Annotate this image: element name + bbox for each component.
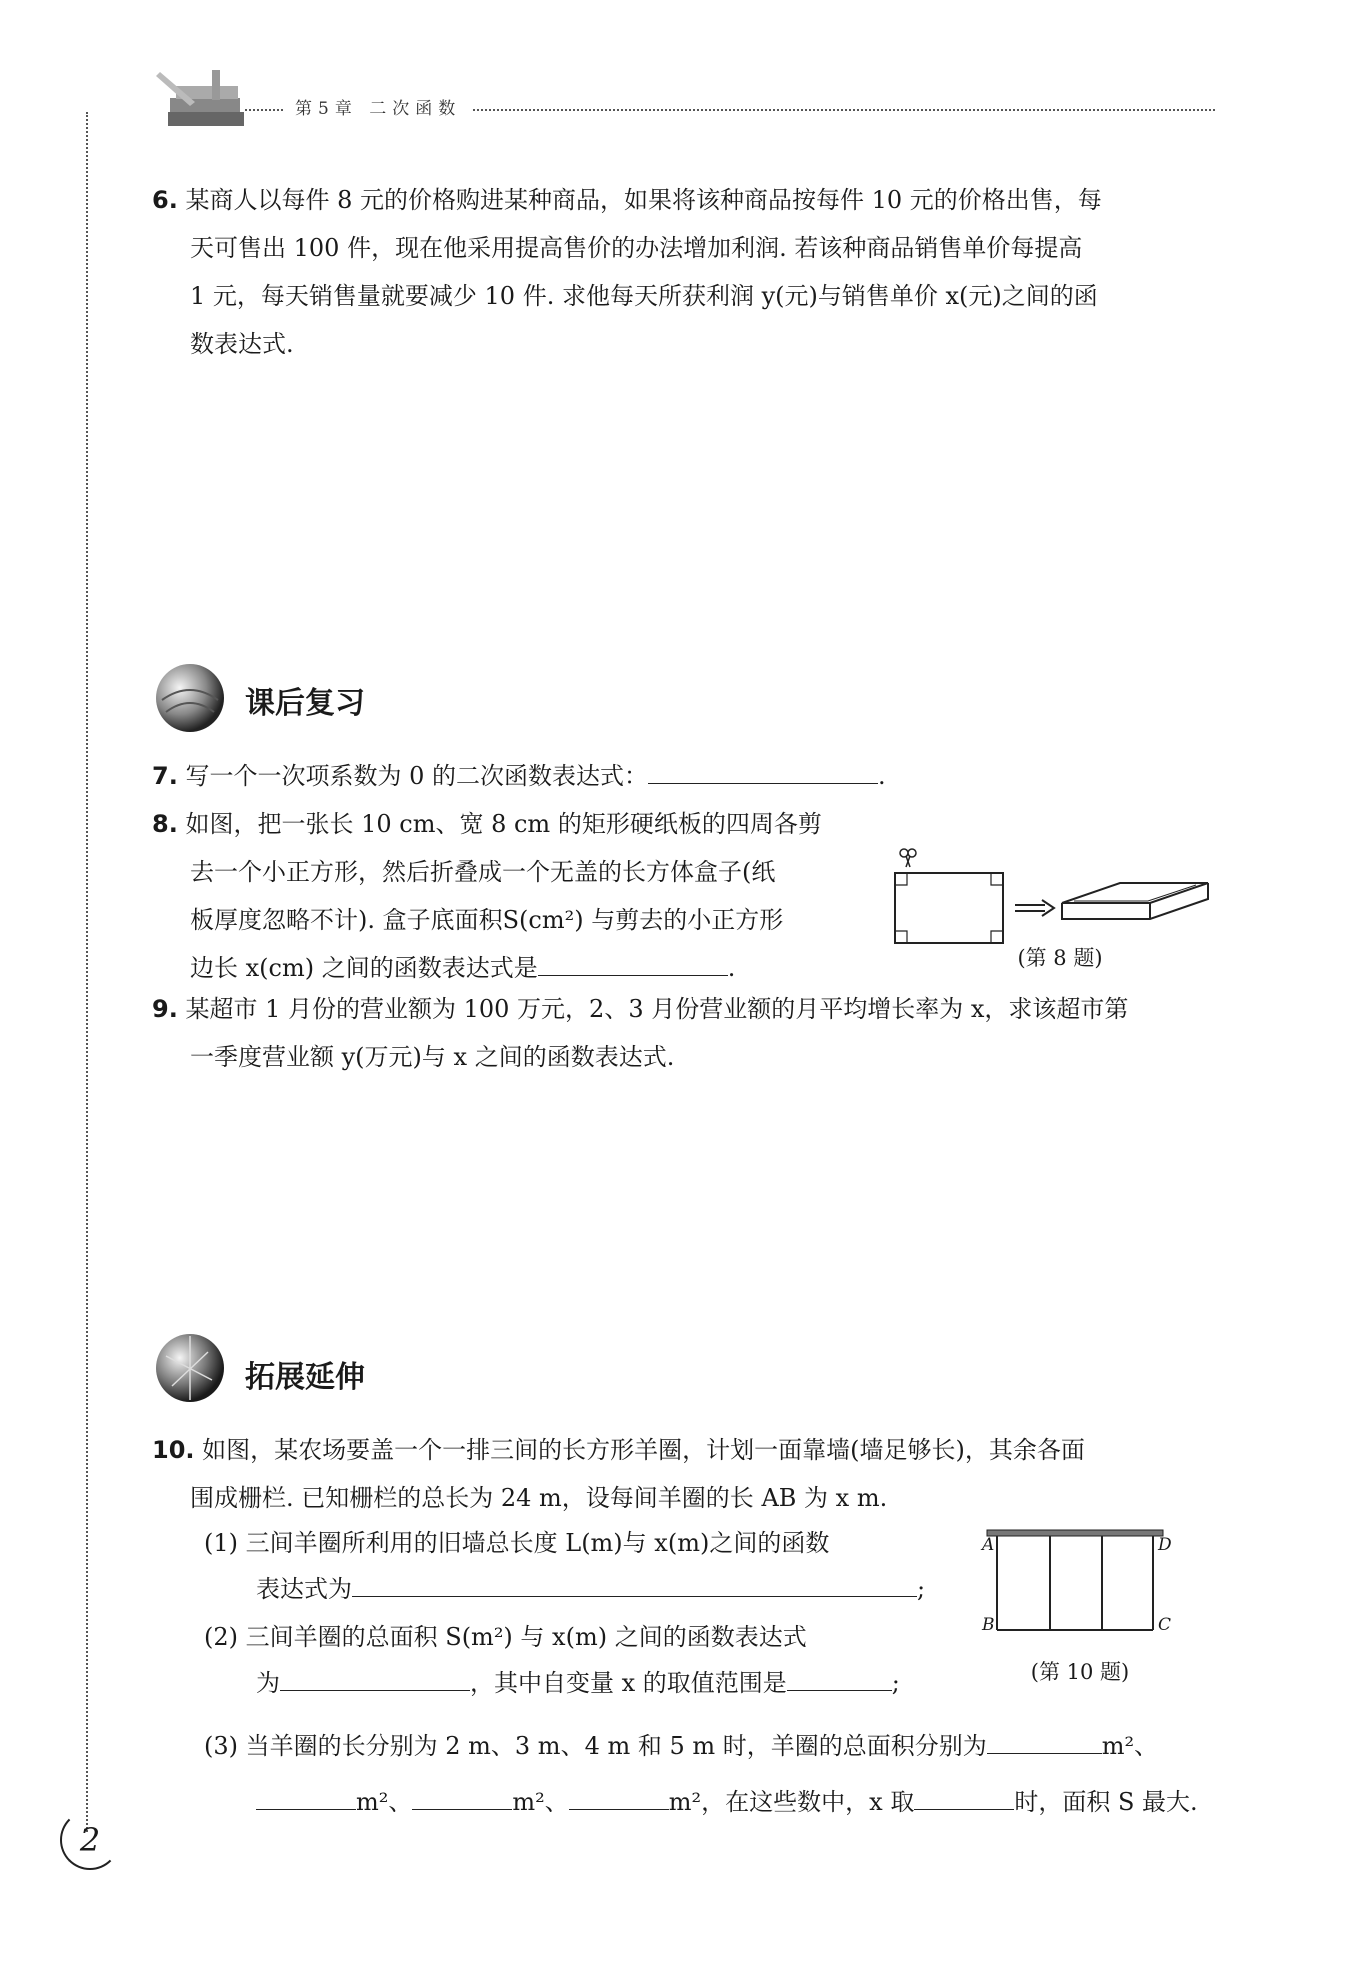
section-title: 课后复习 bbox=[245, 686, 365, 721]
answer-blank[interactable] bbox=[914, 1779, 1014, 1810]
question-text: 某超市 1 月份的营业额为 100 万元，2、3 月份营业额的月平均增长率为 x，求该超市第 bbox=[185, 995, 1129, 1023]
question-text: 板厚度忽略不计). 盒子底面积S(cm²) 与剪去的小正方形 bbox=[190, 906, 784, 934]
answer-blank[interactable] bbox=[987, 1723, 1102, 1754]
question-9 bbox=[152, 985, 1212, 1081]
question-number: 9. bbox=[152, 995, 178, 1023]
question-10-part-2 bbox=[204, 1614, 964, 1706]
answer-blank[interactable] bbox=[412, 1779, 512, 1810]
label-c: C bbox=[1158, 1615, 1172, 1635]
section-icon-globe bbox=[152, 660, 228, 740]
question-text: 某商人以每件 8 元的价格购进某种商品，如果将该种商品按每件 10 元的价格出售，每 bbox=[185, 186, 1102, 214]
question-number: 7. bbox=[152, 762, 178, 790]
unit-label: m²、 bbox=[512, 1788, 569, 1816]
answer-blank[interactable] bbox=[280, 1660, 470, 1691]
figure-q10 bbox=[975, 1520, 1175, 1654]
punctuation: . bbox=[727, 954, 736, 982]
punctuation: ; bbox=[891, 1669, 900, 1697]
answer-blank[interactable] bbox=[569, 1779, 669, 1810]
question-text: m²，在这些数中，x 取 bbox=[668, 1788, 915, 1816]
answer-blank[interactable] bbox=[256, 1779, 356, 1810]
unit-label: m²、 bbox=[1101, 1732, 1159, 1760]
question-text: 一季度营业额 y(万元)与 x 之间的函数表达式. bbox=[190, 1043, 675, 1071]
figure-caption: (第 8 题) bbox=[1017, 946, 1103, 970]
question-text: 表达式为 bbox=[256, 1575, 352, 1603]
answer-blank[interactable] bbox=[538, 945, 728, 976]
question-text: 天可售出 100 件，现在他采用提高售价的办法增加利润. 若该种商品销售单价每提高 bbox=[190, 234, 1083, 262]
section-icon-globe bbox=[152, 1330, 228, 1410]
label-a: A bbox=[982, 1535, 995, 1555]
question-text: (2) 三间羊圈的总面积 S(m²) 与 x(m) 之间的函数表达式 bbox=[204, 1623, 807, 1651]
question-text: 时，面积 S 最大. bbox=[1014, 1788, 1198, 1816]
scissors-icon bbox=[900, 849, 916, 867]
question-number: 8. bbox=[152, 810, 178, 838]
question-text: (3) 当羊圈的长分别为 2 m、3 m、4 m 和 5 m 时，羊圈的总面积分别为 bbox=[204, 1732, 987, 1760]
question-7 bbox=[152, 752, 1212, 800]
punctuation: ; bbox=[917, 1575, 926, 1603]
question-text: 数表达式. bbox=[190, 330, 294, 358]
question-number: 6. bbox=[152, 186, 178, 214]
question-text: 如图，某农场要盖一个一排三间的长方形羊圈，计划一面靠墙(墙足够长)，其余各面 bbox=[202, 1436, 1085, 1464]
figure-caption: (第 10 题) bbox=[1030, 1660, 1130, 1684]
question-text: ，其中自变量 x 的取值范围是 bbox=[470, 1669, 787, 1697]
question-8 bbox=[152, 800, 872, 992]
answer-blank[interactable] bbox=[352, 1566, 917, 1597]
question-text: (1) 三间羊圈所利用的旧墙总长度 L(m)与 x(m)之间的函数 bbox=[204, 1529, 830, 1557]
answer-blank[interactable] bbox=[648, 753, 878, 784]
figure-q8 bbox=[890, 845, 1220, 949]
question-6 bbox=[152, 176, 1212, 368]
section-title: 拓展延伸 bbox=[245, 1360, 365, 1395]
question-text: 去一个小正方形，然后折叠成一个无盖的长方体盒子(纸 bbox=[190, 858, 776, 886]
header-books-icon bbox=[150, 62, 260, 134]
question-10 bbox=[152, 1426, 1212, 1522]
question-text: 写一个一次项系数为 0 的二次函数表达式： bbox=[185, 762, 648, 790]
question-text: 如图，把一张长 10 cm、宽 8 cm 的矩形硬纸板的四周各剪 bbox=[185, 810, 822, 838]
punctuation: . bbox=[878, 762, 886, 790]
unit-label: m²、 bbox=[356, 1788, 413, 1816]
label-b: B bbox=[982, 1615, 995, 1635]
question-text: 为 bbox=[256, 1669, 280, 1697]
question-10-part-3 bbox=[204, 1718, 1214, 1830]
page-number: 2 bbox=[60, 1810, 120, 1870]
question-10-part-1 bbox=[204, 1520, 964, 1612]
left-margin-rule bbox=[86, 112, 88, 1832]
question-text: 边长 x(cm) 之间的函数表达式是 bbox=[190, 954, 538, 982]
label-d: D bbox=[1158, 1535, 1172, 1555]
question-number: 10. bbox=[152, 1436, 195, 1464]
question-text: 1 元，每天销售量就要减少 10 件. 求他每天所获利润 y(元)与销售单价 x(元)之间的函 bbox=[190, 282, 1098, 310]
answer-blank[interactable] bbox=[787, 1660, 892, 1691]
chapter-header: 第5章 二次函数 bbox=[285, 94, 471, 119]
question-text: 围成栅栏. 已知栅栏的总长为 24 m，设每间羊圈的长 AB 为 x m. bbox=[190, 1484, 888, 1512]
